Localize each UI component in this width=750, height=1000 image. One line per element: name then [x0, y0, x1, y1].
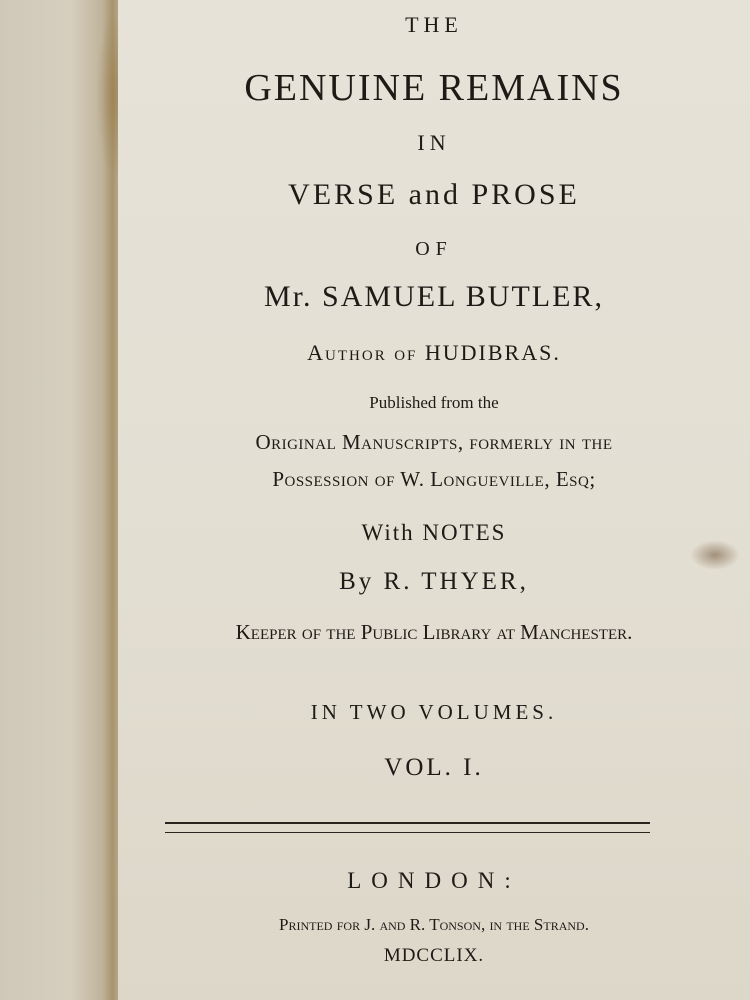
title-article: THE [405, 12, 463, 37]
title-of: OF [415, 238, 453, 260]
book-title: GENUINE REMAINS [244, 67, 624, 109]
imprint-city: LONDON: [347, 868, 521, 893]
notes-line: With NOTES [361, 520, 507, 545]
keeper-line: Keeper of the Public Library at Manchester. [235, 620, 633, 644]
possession-line: Possession of W. Longueville, Esq; [272, 467, 596, 491]
title-in: IN [417, 130, 451, 155]
published-line: Published from the [369, 393, 499, 412]
divider-rule-thick [165, 822, 650, 824]
volumes-line: IN TWO VOLUMES. [310, 700, 558, 724]
imprint-printer: Printed for J. and R. Tonson, in the Strand. [279, 915, 589, 934]
volume-number: VOL. I. [384, 754, 484, 781]
editor-line: By R. THYER, [339, 568, 529, 595]
title-verse-prose: VERSE and PROSE [288, 178, 580, 211]
author-name: Mr. SAMUEL BUTLER, [264, 280, 604, 313]
author-of-line: Author of HUDIBRAS. [307, 340, 561, 365]
manuscripts-line: Original Manuscripts, formerly in the [255, 430, 613, 454]
divider-rule-thin [165, 832, 650, 833]
imprint-year: MDCCLIX. [383, 945, 485, 966]
